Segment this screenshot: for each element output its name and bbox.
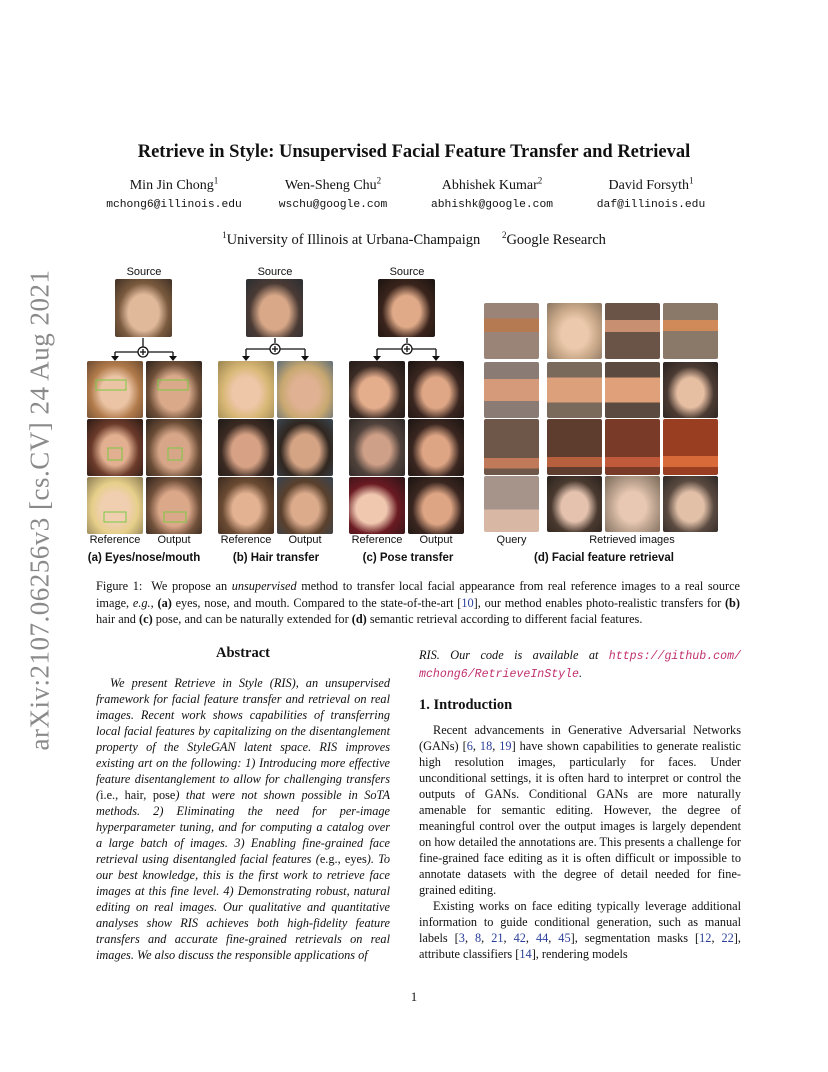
source-face-b (246, 279, 303, 337)
panel-caption-d: (d) Facial feature retrieval (534, 552, 674, 564)
output-face-b3 (277, 477, 333, 534)
retrieved-face-2-1 (547, 362, 602, 418)
source-label-c: Source (389, 266, 425, 278)
reference-face-a2 (87, 419, 143, 476)
intro-paragraph-1: Recent advancements in Generative Adversarial Networks (GANs) [6, 18, 19] have shown capabilities to generate realistic high resolution images, particularly for faces. Under unconditional settings, it is often hard to interpret or control the outputs of GANs. Conditional GANs are more naturally amenable for semantic editing. However, the degree of meaningful control over the output images is largely dependent on how detailed the annotations are. This presents a challenge for fine-grained face editing as it is often difficult or impossible to annotate datasets with the degree of detail needed for fine-grained editing. (419, 723, 741, 897)
abstract-heading: Abstract (216, 645, 270, 661)
output-label-c: Output (419, 534, 453, 546)
intro-paragraph-2: Existing works on face editing typically leverage additional information to guide conditional generation, such as manual labels [3, 8, 21, 42, 44, 45], segmentation masks [12, 22], attribute classifiers [14], rendering models (419, 899, 741, 961)
introduction-body (419, 722, 741, 962)
author-1: Min Jin Chong$^1$ mchong6@illinois.edu (106, 175, 242, 211)
author-2: Wen-Sheng Chu$^2$ wschu@google.com (278, 175, 388, 211)
reference-face-c3 (349, 477, 405, 534)
retrieved-face-4-3 (663, 476, 718, 532)
retrieved-face-1-2 (605, 303, 660, 359)
query-face-4 (484, 476, 539, 532)
affiliation-1: $^1$University of Illinois at Urbana-Champaign (222, 230, 481, 248)
reference-face-c1 (349, 361, 405, 418)
panel-caption-b: (b) Hair transfer (232, 552, 320, 564)
retrieved-face-4-1 (547, 476, 602, 532)
reference-face-a3 (87, 477, 143, 534)
retrieved-face-3-1 (547, 419, 602, 475)
output-face-a3 (146, 477, 202, 534)
query-face-2 (484, 362, 539, 418)
section-heading-introduction: 1. Introduction (419, 697, 513, 713)
output-face-c3 (408, 477, 464, 534)
source-label-a: Source (126, 266, 162, 278)
output-face-c2 (408, 419, 464, 476)
output-label-a: Output (157, 534, 191, 546)
output-face-a2 (146, 419, 202, 476)
reference-face-a1 (87, 361, 143, 418)
retrieved-face-1-1 (547, 303, 602, 359)
reference-label-b: Reference (220, 534, 272, 546)
reference-face-c2 (349, 419, 405, 476)
panel-caption-c: (c) Pose transfer (362, 552, 454, 564)
query-label: Query (496, 534, 527, 546)
retrieved-face-3-3 (663, 419, 718, 475)
reference-face-b3 (218, 477, 274, 534)
abstract-body: We present Retrieve in Style (RIS), an unsupervised framework for facial feature transfer and retrieval on real images. Recent work shows capabilities of transferring local facial features by capitalizing on the disentanglement property of the StyleGAN latent space. RIS improves existing art on the following: 1) Introducing more effective feature disentanglement to allow for challenging transfers (i.e., hair, pose) that were not shown possible in SoTA methods. 2) Eliminating the need for per-image hyperparameter tuning, and for computing a catalog over a large batch of images. 3) Enabling fine-grained face retrieval using disentangled facial features (e.g., eyes). To our best knowledge, this is the first work to retrieve face images at this fine level. 4) Demonstrating robust, natural editing on real images. Our qualitative and quantitative analyses show RIS achieves both high-fidelity feature transfers and accurate fine-grained retrievals on real images. We also discuss the responsible applications of (96, 676, 390, 962)
retrieved-face-4-2 (605, 476, 660, 532)
page-number: 1 (410, 990, 418, 1004)
arxiv-identifier: arXiv:2107.06256v3 [cs.CV] 24 Aug 2021 (24, 269, 55, 751)
query-face-3 (484, 419, 539, 475)
query-face-1 (484, 303, 539, 359)
retrieved-face-1-3 (663, 303, 718, 359)
retrieved-face-2-3 (663, 362, 718, 418)
retrieved-face-2-2 (605, 362, 660, 418)
source-face-a (115, 279, 172, 337)
retrieved-face-3-2 (605, 419, 660, 475)
output-face-c1 (408, 361, 464, 418)
output-face-b1 (277, 361, 333, 418)
retrieved-label: Retrieved images (589, 534, 675, 546)
affiliations (0, 232, 828, 249)
source-face-c (378, 279, 435, 337)
figure-caption: Figure 1: We propose an unsupervised method to transfer local facial appearance from real reference images to a real source image, e.g., (a) eyes, nose, and mouth. Compared to the state-of-the-art [10], our method enables photo-realistic transfers for (b) hair and (c) pose, and can be naturally extended for (d) semantic retrieval according to different facial features. (96, 579, 740, 626)
author-4: David Forsyth$^1$ daf@illinois.edu (596, 175, 706, 211)
code-availability: RIS. Our code is available at https://github.com/ mchong6/RetrieveInStyle. (419, 648, 741, 681)
output-label-b: Output (288, 534, 322, 546)
reference-label-a: Reference (89, 534, 141, 546)
output-face-a1 (146, 361, 202, 418)
affiliation-2: $^2$Google Research (501, 230, 606, 248)
source-label-b: Source (257, 266, 293, 278)
reference-face-b1 (218, 361, 274, 418)
reference-face-b2 (218, 419, 274, 476)
author-3: Abhishek Kumar$^2$ abhishk@google.com (430, 175, 554, 211)
panel-caption-a: (a) Eyes/nose/mouth (87, 552, 201, 564)
reference-label-c: Reference (351, 534, 403, 546)
output-face-b2 (277, 419, 333, 476)
paper-title: Retrieve in Style: Unsupervised Facial Feature Transfer and Retrieval (137, 142, 691, 162)
